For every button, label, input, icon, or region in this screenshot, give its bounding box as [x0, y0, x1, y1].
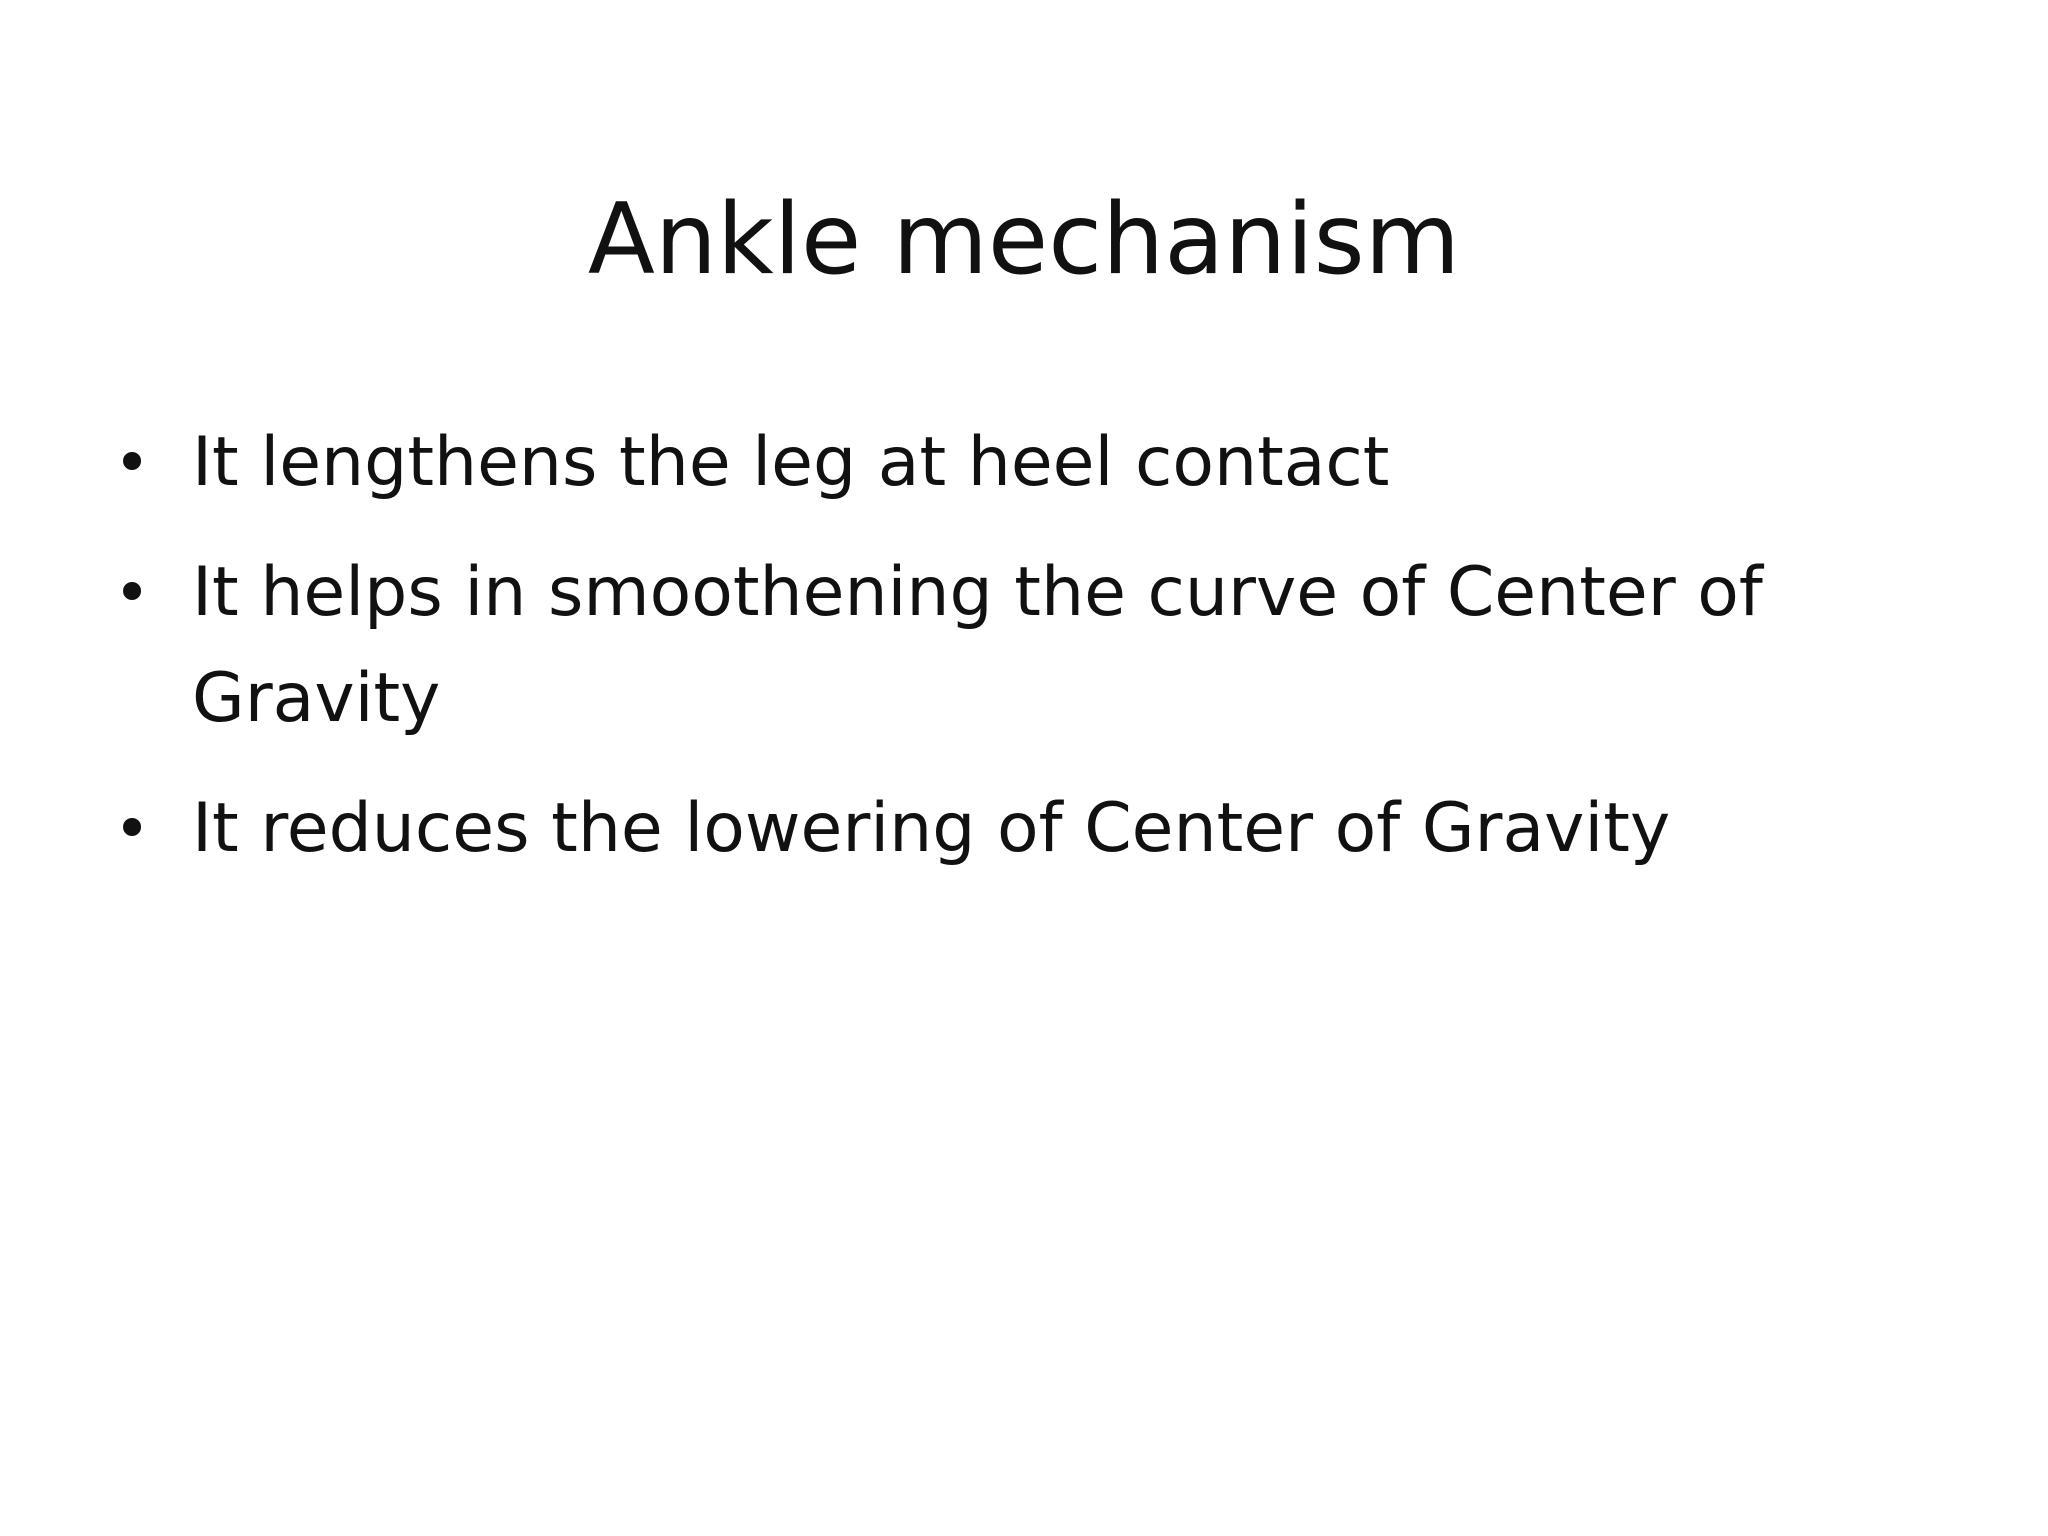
bullet-text: It helps in smoothening the curve of Center of Gravity: [192, 553, 1763, 738]
bullet-dot-icon: •: [113, 426, 151, 499]
bullet-list: [112, 410, 1872, 906]
bullet-dot-icon: •: [113, 792, 151, 865]
slide-title: Ankle mechanism: [587, 183, 1461, 297]
bullet-item: [112, 776, 1872, 882]
bullet-item: [112, 410, 1872, 516]
bullet-text: It reduces the lowering of Center of Gravity: [192, 789, 1671, 868]
bullet-dot-icon: •: [113, 556, 151, 629]
bullet-text: It lengthens the leg at heel contact: [192, 423, 1390, 502]
bullet-item: [112, 540, 1872, 752]
